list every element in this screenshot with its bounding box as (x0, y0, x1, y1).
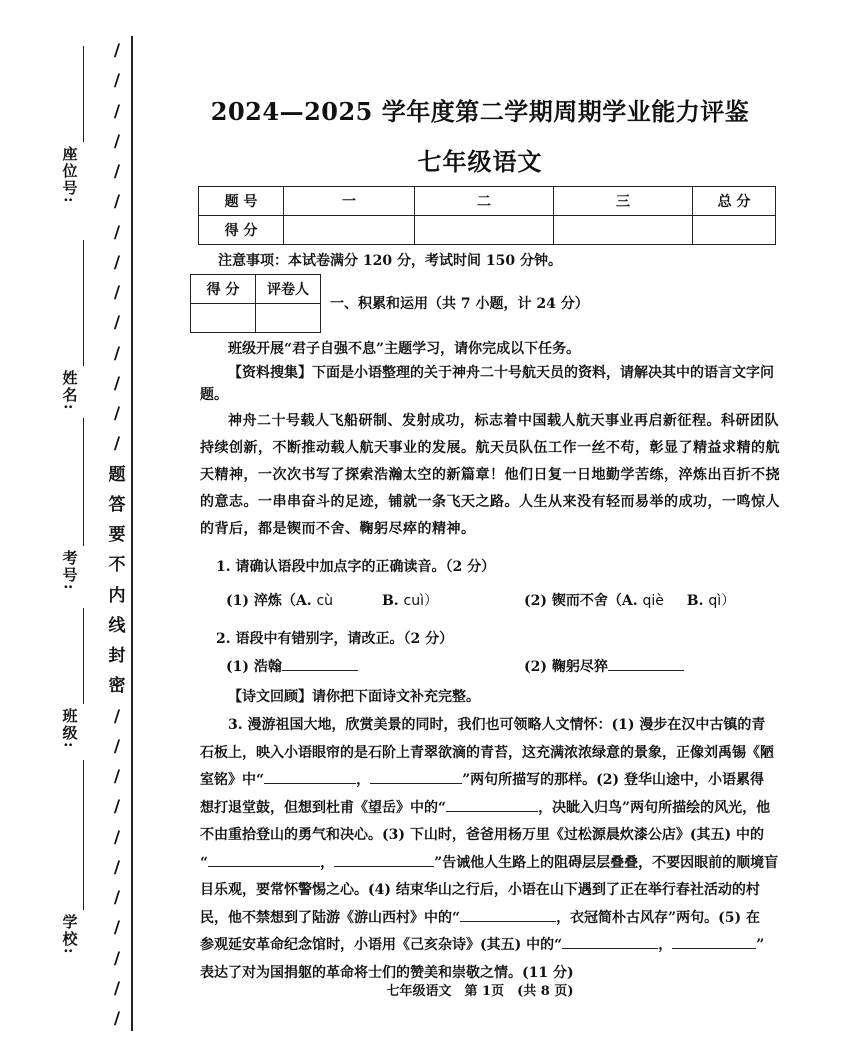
q3-line: 不由重拾登山的勇气和决心。(3) 下山时，爸爸用杨万里《过松源晨炊漆公店》(其五) 中的 (200, 827, 764, 843)
seal-line-char: / (113, 978, 121, 999)
seal-line-char: 要 (108, 525, 126, 545)
q1-part1-label: (1) 淬炼（A. (226, 593, 312, 609)
q3-answer-blank[interactable] (334, 852, 434, 867)
q3-line (200, 932, 790, 960)
q3-text: ， (658, 937, 673, 953)
seal-line-char: / (113, 948, 121, 969)
q3-answer-blank[interactable] (562, 934, 658, 949)
seal-line-char: / (113, 373, 121, 394)
score-cell: 一 (284, 187, 415, 216)
seal-line-char: / (113, 343, 121, 364)
seal-line-char: 内 (108, 585, 126, 606)
seal-line-char: / (113, 131, 121, 152)
q3-text: ，决眦入归鸟”两句所描绘的风光，他 (538, 799, 771, 816)
score-cell: 得 分 (199, 216, 284, 245)
q1-part2-option-a: qiè (642, 593, 664, 609)
seal-line-char: 线 (108, 615, 126, 636)
seal-line-char: 密 (108, 676, 126, 697)
q3-line (200, 850, 790, 878)
seal-line-char: / (113, 918, 121, 939)
q1-part1-option-a: cù (316, 593, 334, 609)
binding-line (131, 36, 133, 1031)
seal-line-char: / (113, 706, 121, 727)
seal-line-char: / (113, 252, 121, 273)
grader-cell: 评卷人 (256, 275, 321, 304)
exam-number-label: 考号: (60, 550, 79, 592)
seal-line-char: / (113, 101, 121, 122)
q3-line: 目乐观，要常怀警惕之心。(4) 结束华山之行后，小语在山下遇到了正在举行春社活动的村 (200, 882, 760, 898)
q3-text: “ (200, 854, 209, 871)
seal-line-char: 题 (108, 464, 126, 485)
seal-line-char: / (113, 71, 121, 92)
seal-line-char: / (113, 797, 121, 818)
seal-line-char: / (113, 404, 121, 424)
seal-line-char: 答 (108, 494, 126, 515)
score-cell: 二 (415, 187, 554, 216)
name-label: 姓名: (60, 370, 79, 412)
seal-line-char: / (113, 767, 121, 787)
q3-line (200, 795, 790, 823)
exam-title: 2024—2025 学年度第二学期周期学业能力评鉴 (210, 97, 750, 126)
q3-line (200, 905, 790, 933)
seal-line-char: / (113, 283, 121, 303)
page-footer: 七年级语文 第 1页 (共 8 页) (386, 984, 574, 999)
material-passage: 神舟二十号载人飞船研制、发射成功，标志着中国载人航天事业再启新征程。科研团队持续创新，不断推动载人航天事业的发展。航天员队伍工作一丝不苟，彰显了精益求精的航天精神，一次次书写了探索浩瀚太空的新篇章！他们日复一日地勤学苦练，淬炼出百折不挠的意志。一串串奋斗的足迹，铺就一条飞天之路。人生从来没有轻而易举的成功，一鸣惊人的背后，都是锲而不舍、鞠躬尽瘁的精神。 (200, 413, 780, 537)
q2-part2 (524, 656, 684, 676)
score-cell: 总 分 (693, 187, 776, 216)
q2-part2-label: (2) 鞠躬尽猝 (524, 659, 608, 675)
q2-part2-answer-blank[interactable] (608, 656, 684, 671)
q1-part2-option-b: qì） (708, 593, 736, 609)
class-label: 班级: (60, 708, 79, 750)
seal-line-char: / (113, 434, 121, 455)
q3-line (200, 767, 790, 795)
score-table (198, 186, 776, 245)
seal-line-char: / (113, 313, 121, 334)
q3-text: ”告诫他人生路上的阻碍层层叠叠，不要因眼前的顺境盲 (434, 854, 779, 871)
q2-part1 (226, 656, 358, 676)
school-blank (83, 760, 84, 910)
q3-text: ，衣冠简朴古风存”两句。(5) 在 (556, 909, 760, 926)
q3-text: 想打退堂鼓，但想到杜甫《望岳》中的“ (200, 799, 447, 816)
q3-answer-blank[interactable] (460, 907, 556, 922)
q3-text: 民，他不禁想到了陆游《游山西村》中的“ (200, 909, 461, 926)
q3-line: 3. 漫游祖国大地，欣赏美景的同时，我们也可领略人文情怀：(1) 漫步在汉中古镇的青 (228, 717, 766, 733)
q3-answer-blank[interactable] (370, 769, 462, 784)
section-title: 一、积累和运用（共 7 小题，计 24 分） (330, 296, 589, 312)
q1-part1 (226, 590, 438, 610)
score-cell: 三 (554, 187, 693, 216)
grader-table (190, 274, 321, 333)
seal-line-char: / (113, 162, 121, 182)
score-input-cell[interactable] (284, 216, 415, 245)
q2-stem: 2. 语段中有错别字，请改正。（2 分） (216, 631, 454, 647)
seal-line-char: 不 (108, 555, 126, 576)
seal-line-char: / (113, 192, 121, 213)
class-blank (83, 608, 84, 704)
q3-text: 参观延安革命纪念馆时，小语用《己亥杂诗》(其五) 中的“ (200, 937, 563, 953)
seal-line-char: / (113, 222, 121, 243)
seal-line-char: / (113, 736, 121, 757)
exam-subtitle: 七年级语文 (417, 147, 543, 176)
score-input-cell[interactable] (554, 216, 693, 245)
binding-margin (0, 0, 140, 1064)
q1-part2-b-label: B. (686, 593, 704, 609)
seal-line-char: / (113, 857, 121, 878)
q3-block (200, 712, 790, 987)
exam-notice: 注意事项：本试卷满分 120 分，考试时间 150 分钟。 (218, 253, 562, 269)
grader-input-cell[interactable] (256, 304, 321, 333)
score-input-cell[interactable] (415, 216, 554, 245)
q3-text: ” (756, 937, 765, 953)
q3-text: ， (356, 772, 371, 788)
q3-answer-blank[interactable] (446, 797, 538, 812)
grader-cell: 得 分 (191, 275, 256, 304)
score-input-cell[interactable] (693, 216, 776, 245)
q3-line: 石板上，映入小语眼帘的是石阶上青翠欲滴的青苔，这充满浓浓绿意的景象，正像刘禹锡《陋 (200, 744, 774, 761)
seat-number-label: 座位号: (60, 146, 79, 205)
school-label: 学校: (60, 914, 79, 956)
q1-part1-option-b: cuì） (403, 593, 438, 609)
poem-heading: 【诗文回顾】请你把下面诗文补充完整。 (228, 689, 480, 705)
seal-line-char: / (113, 827, 121, 848)
seal-line-column (103, 40, 131, 1030)
grader-input-cell[interactable] (191, 304, 256, 333)
name-blank (83, 240, 84, 366)
q3-text: ， (320, 854, 335, 871)
material-heading: 【资料搜集】下面是小语整理的关于神舟二十号航天员的资料，请解决其中的语言文字问题。 (200, 365, 774, 403)
seal-line-char: / (113, 1009, 121, 1029)
q3-answer-blank[interactable] (672, 934, 756, 949)
q2-part1-label: (1) 浩翰 (226, 659, 282, 675)
q3-text: 室铭》中“ (200, 772, 265, 788)
q3-answer-blank[interactable] (208, 852, 320, 867)
seat-number-blank (83, 46, 84, 142)
seal-line-char: 封 (108, 646, 126, 666)
seal-line-char: / (113, 888, 121, 908)
score-table-score-row (199, 216, 776, 245)
exam-number-blank (83, 418, 84, 546)
q3-answer-blank[interactable] (264, 769, 356, 784)
q3-text: ”两句所描写的那样。(2) 登华山途中，小语累得 (462, 772, 764, 788)
score-table-header-row (199, 187, 776, 216)
q1-stem: 1. 请确认语段中加点字的正确读音。（2 分） (216, 559, 496, 575)
score-cell: 题 号 (199, 187, 284, 216)
q1-part2 (524, 590, 735, 610)
q3-line: 表达了对为国捐躯的革命将士们的赞美和崇敬之情。(11 分) (200, 964, 574, 981)
q2-part1-answer-blank[interactable] (282, 656, 358, 671)
intro-text: 班级开展“君子自强不息”主题学习，请你完成以下任务。 (228, 341, 581, 357)
q1-part2-label: (2) 锲而不舍（A. (524, 593, 638, 609)
seal-line-char: / (113, 41, 121, 61)
q1-part1-b-label: B. (381, 593, 399, 609)
